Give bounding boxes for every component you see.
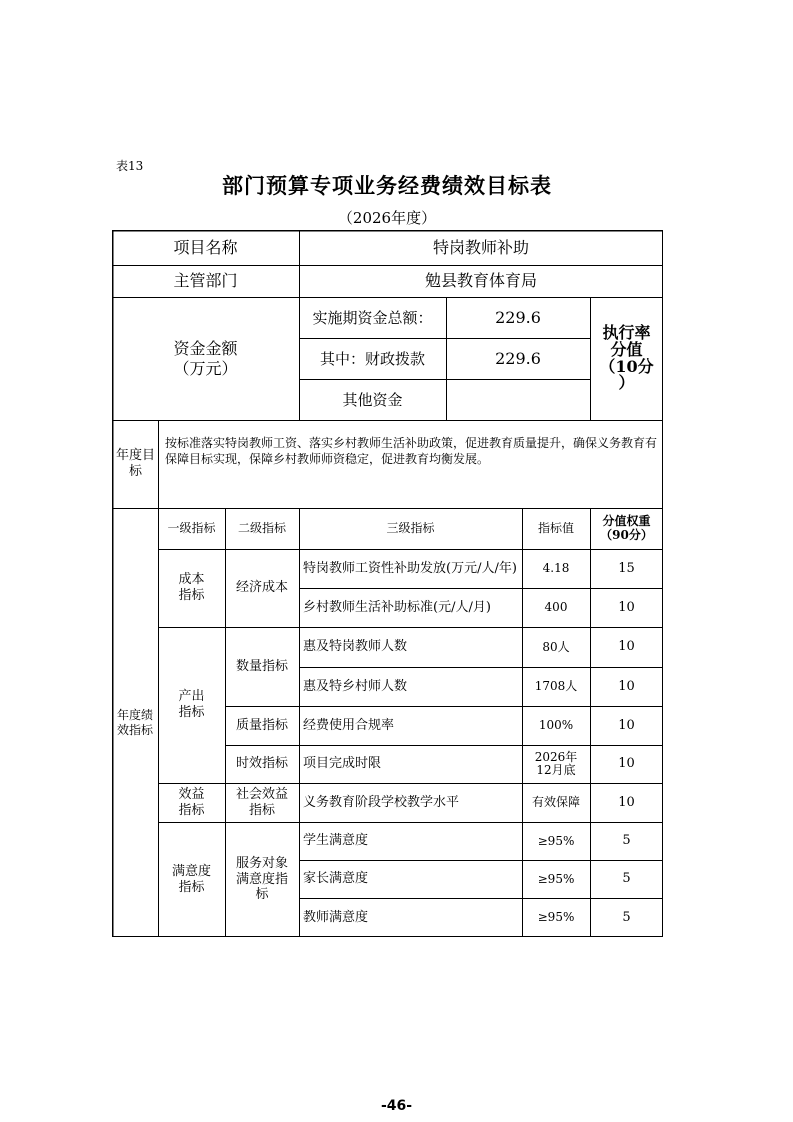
performance-indicators-label: 年度绩效指标 xyxy=(116,708,153,737)
fiscal-funds-label: 其中：财政拨款 xyxy=(319,349,425,368)
row-5-weight: 10 xyxy=(618,717,635,733)
row-4-indicator: 惠及特乡村师人数 xyxy=(303,678,408,694)
page-title: 部门预算专项业务经费绩效目标表 xyxy=(222,174,552,198)
row-2-indicator: 乡村教师生活补助标准(元/人/月) xyxy=(303,599,491,615)
total-funds-value: 229.6 xyxy=(495,307,541,327)
header-weight-line1: 分值权重 xyxy=(602,514,651,529)
row-6-weight: 10 xyxy=(618,756,635,772)
level2-service-satisfaction: 服务对象满意度指标 xyxy=(235,856,288,903)
row-8-value: ≥95% xyxy=(537,833,575,848)
row-8-indicator: 学生满意度 xyxy=(303,833,369,849)
row-3-weight: 10 xyxy=(618,639,635,655)
row-1-indicator: 特岗教师工资性补助发放(万元/人/年) xyxy=(303,560,517,576)
header-weight-line2: （90分） xyxy=(600,527,653,542)
row-7-value: 有效保障 xyxy=(531,795,580,810)
row-10-indicator: 教师满意度 xyxy=(303,909,369,925)
row-7-weight: 10 xyxy=(618,794,635,810)
page-number: -46- xyxy=(380,1098,413,1114)
funds-label xyxy=(112,297,299,420)
fiscal-funds-value: 229.6 xyxy=(495,348,541,368)
dept-label: 主管部门 xyxy=(173,271,238,291)
header-level3: 三级指标 xyxy=(386,521,435,536)
annual-goal-text: 按标准落实特岗教师工资、落实乡村教师生活补助政策，促进教育质量提升，确保义务教育有保障目标实现，保障乡村教师师资稳定，促进教育均衡发展。 xyxy=(165,436,658,466)
other-funds-value xyxy=(446,379,590,420)
exec-line2: 分值 xyxy=(610,339,643,359)
project-name-value: 特岗教师补助 xyxy=(432,237,529,257)
annual-goal-label: 年度目标 xyxy=(115,448,155,479)
exec-line1: 执行率 xyxy=(602,322,651,342)
level1-cost: 成本指标 xyxy=(178,572,205,603)
level2-timeliness: 时效指标 xyxy=(235,756,288,772)
row-2-value: 400 xyxy=(544,600,568,615)
row-3-indicator: 惠及特岗教师人数 xyxy=(303,639,408,655)
other-funds-label: 其他资金 xyxy=(342,390,403,409)
exec-line4: ） xyxy=(618,373,635,393)
funds-label-line1: 资金金额 xyxy=(173,339,238,359)
performance-table xyxy=(112,230,663,937)
row-1-value: 4.18 xyxy=(542,561,570,576)
row-5-value: 100% xyxy=(538,718,574,733)
level1-output: 产出指标 xyxy=(178,689,205,720)
exec-line3: （10分 xyxy=(599,356,654,376)
year-subtitle: （2026年度） xyxy=(337,209,437,227)
row-10-value: ≥95% xyxy=(537,910,575,925)
header-weight xyxy=(590,508,663,549)
row-10-weight: 5 xyxy=(622,909,631,925)
row-7-indicator: 义务教育阶段学校教学水平 xyxy=(303,794,460,810)
funds-label-line2: （万元） xyxy=(173,358,238,378)
row-9-value: ≥95% xyxy=(537,871,575,886)
row-2-weight: 10 xyxy=(618,599,635,615)
row-4-weight: 10 xyxy=(618,678,635,694)
row-3-value: 80人 xyxy=(542,639,570,654)
row-5-indicator: 经费使用合规率 xyxy=(303,717,395,733)
header-level1: 一级指标 xyxy=(167,521,216,536)
row-9-indicator: 家长满意度 xyxy=(303,871,369,887)
row-6-value: 2026年12月底 xyxy=(534,749,578,777)
dept-value: 勉县教育体育局 xyxy=(424,271,537,291)
execution-rate-score xyxy=(590,297,663,420)
table-label: 表13 xyxy=(116,159,144,173)
row-9-weight: 5 xyxy=(622,871,631,887)
level2-quantity: 数量指标 xyxy=(235,658,288,674)
row-6-indicator: 项目完成时限 xyxy=(303,756,382,772)
header-value: 指标值 xyxy=(537,521,574,536)
level1-benefit: 效益指标 xyxy=(178,786,205,818)
row-4-value: 1708人 xyxy=(534,679,578,694)
level2-quality: 质量指标 xyxy=(235,717,288,733)
level2-economic-cost: 经济成本 xyxy=(235,580,288,596)
header-level2: 二级指标 xyxy=(237,521,286,536)
row-1-weight: 15 xyxy=(618,560,635,576)
level2-social-benefit: 社会效益指标 xyxy=(235,786,288,818)
project-name-label: 项目名称 xyxy=(173,237,238,257)
level1-satisfaction: 满意度指标 xyxy=(171,863,211,895)
row-8-weight: 5 xyxy=(622,833,631,849)
total-funds-label: 实施期资金总额： xyxy=(312,308,433,327)
